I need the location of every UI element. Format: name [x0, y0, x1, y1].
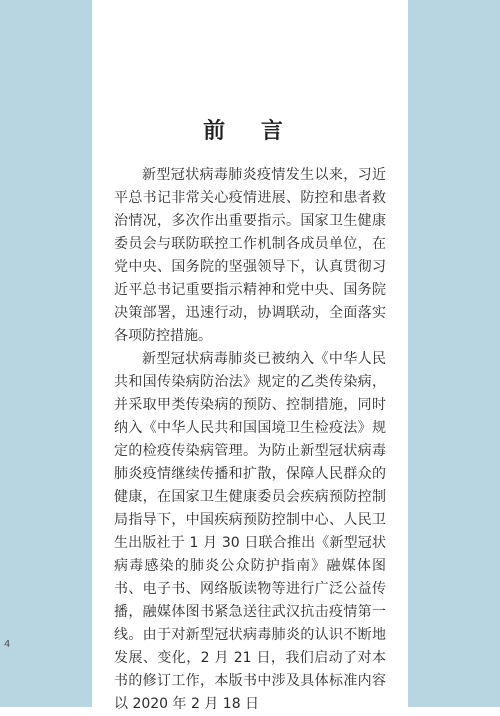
paragraph-1: 新型冠状病毒肺炎疫情发生以来，习近平总书记非常关心疫情进展、防控和患者救治情况，多次作出重要指示。国家卫生健康委员会与联防联控工作机制各成员单位，在党中央、国务院的坚强领导下，认真贯彻习近平总书记重要指示精神和党中央、国务院决策部署，迅速行动，协调联动，全面落实各项防控措施。 — [114, 167, 386, 344]
page-title: 前 言 — [203, 118, 297, 144]
page-number: 4 — [4, 639, 11, 650]
paragraph-2: 新型冠状病毒肺炎已被纳入《中华人民共和国传染病防治法》规定的乙类传染病，并采取甲类传染病的预防、控制措施，同时纳入《中华人民共和国国境卫生检疫法》规定的检疫传染病管理。为防止新型冠状病毒肺炎疫情继续传播和扩散，保障人民群众的健康，在国家卫生健康委员会疾病预防控制局指导下，中国疾病预防控制中心、人民卫生出版社于 1 月 30 日联合推出《新型冠状病毒感染的肺炎公众防护指南》融媒体图书、电子书、网络版读物等进行广泛公益传播，融媒体图书紧急送往武汉抗击疫情第一线。由于对新型冠状病毒肺炎的认识不断地发展、变化，2 月 21 日，我们启动了对本书的修订工作，本版书中涉及具体标准内容以 2020 年 2 月 18 日 — [114, 351, 386, 712]
document-page — [92, 0, 408, 712]
body-text — [114, 164, 386, 716]
right-margin-band — [408, 0, 500, 707]
left-margin-band — [0, 0, 92, 707]
